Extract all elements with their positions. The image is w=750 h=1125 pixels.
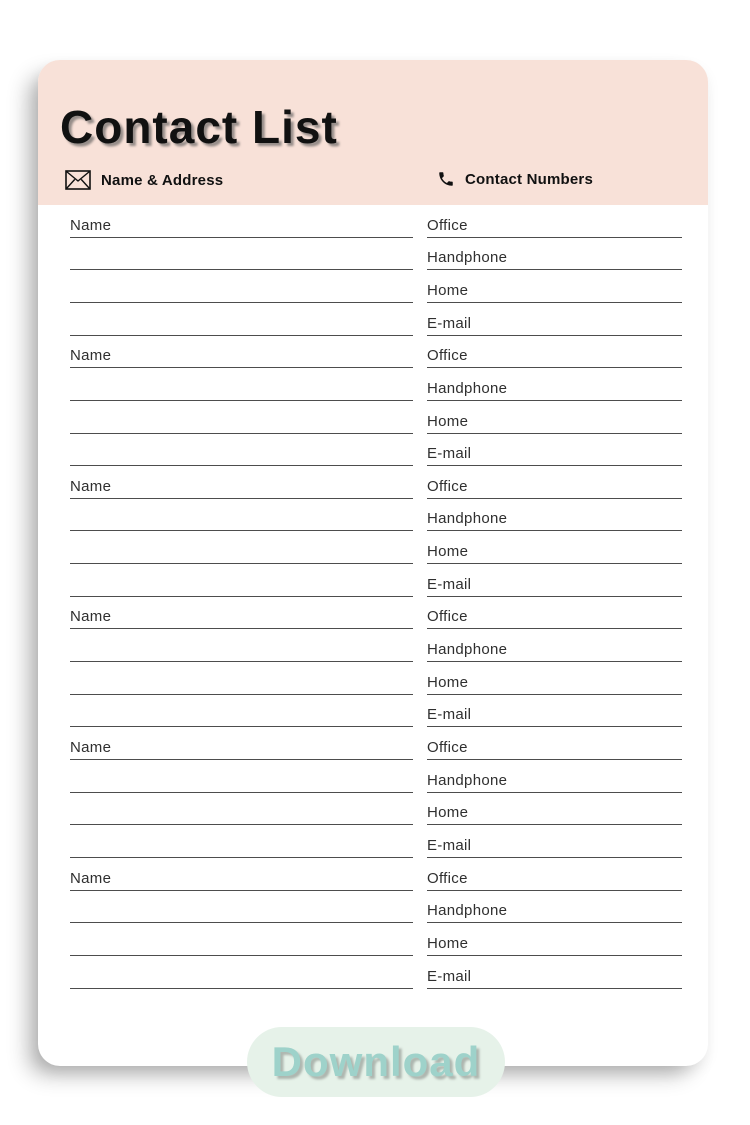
name-label: Name: [70, 869, 112, 887]
contact-numbers-column: [427, 597, 682, 728]
email-label: E-mail: [427, 314, 472, 332]
contact-numbers-column: [427, 205, 682, 336]
contact-blocks: [38, 205, 708, 989]
fill-in-line: [427, 531, 682, 564]
office-label: Office: [427, 869, 468, 887]
fill-in-line: [427, 499, 682, 532]
email-label: E-mail: [427, 967, 472, 985]
contact-block: [38, 727, 708, 858]
fill-in-line: [70, 662, 413, 695]
contact-numbers-column: [427, 727, 682, 858]
fill-in-line: [427, 434, 682, 467]
fill-in-line: [427, 368, 682, 401]
fill-in-line: [70, 303, 413, 336]
home-label: Home: [427, 673, 469, 691]
name-address-column: [70, 858, 413, 989]
fill-in-line: [70, 270, 413, 303]
fill-in-line: [70, 956, 413, 989]
contact-numbers-column: [427, 858, 682, 989]
fill-in-line: [70, 466, 413, 499]
email-label: E-mail: [427, 575, 472, 593]
column-header-name-address: [65, 170, 223, 190]
fill-in-line: [427, 238, 682, 271]
email-label: E-mail: [427, 836, 472, 854]
fill-in-line: [427, 401, 682, 434]
office-label: Office: [427, 739, 468, 757]
office-label: Office: [427, 477, 468, 495]
fill-in-line: [427, 793, 682, 826]
column-headers: [38, 170, 708, 196]
name-label: Name: [70, 347, 112, 365]
handphone-label: Handphone: [427, 641, 508, 659]
fill-in-line: [427, 205, 682, 238]
page-title: Contact List: [60, 101, 338, 153]
name-address-column: [70, 336, 413, 467]
name-label: Name: [70, 216, 112, 234]
fill-in-line: [70, 401, 413, 434]
contact-list-sheet: [38, 60, 708, 1066]
fill-in-line: [70, 727, 413, 760]
download-button-label: Download: [271, 1038, 481, 1085]
fill-in-line: [427, 270, 682, 303]
fill-in-line: [427, 662, 682, 695]
name-label: Name: [70, 477, 112, 495]
fill-in-line: [70, 760, 413, 793]
fill-in-line: [427, 727, 682, 760]
column-header-contact-numbers: [437, 170, 593, 188]
fill-in-line: [427, 825, 682, 858]
office-label: Office: [427, 608, 468, 626]
home-label: Home: [427, 281, 469, 299]
fill-in-line: [70, 858, 413, 891]
phone-icon: [437, 170, 455, 188]
email-label: E-mail: [427, 706, 472, 724]
column-header-label: Contact Numbers: [465, 170, 594, 188]
office-label: Office: [427, 347, 468, 365]
column-header-label: Name & Address: [101, 171, 224, 189]
home-label: Home: [427, 412, 469, 430]
name-address-column: [70, 205, 413, 336]
fill-in-line: [70, 793, 413, 826]
fill-in-line: [70, 434, 413, 467]
fill-in-line: [427, 760, 682, 793]
fill-in-line: [70, 336, 413, 369]
handphone-label: Handphone: [427, 771, 508, 789]
page-header: [38, 60, 708, 205]
handphone-label: Handphone: [427, 249, 508, 267]
fill-in-line: [70, 891, 413, 924]
name-address-column: [70, 466, 413, 597]
contact-block: [38, 597, 708, 728]
home-label: Home: [427, 804, 469, 822]
fill-in-line: [70, 629, 413, 662]
contact-block: [38, 205, 708, 336]
contact-block: [38, 466, 708, 597]
home-label: Home: [427, 934, 469, 952]
contact-numbers-column: [427, 336, 682, 467]
fill-in-line: [427, 891, 682, 924]
fill-in-line: [427, 695, 682, 728]
name-address-column: [70, 727, 413, 858]
fill-in-line: [427, 923, 682, 956]
fill-in-line: [427, 597, 682, 630]
contact-numbers-column: [427, 466, 682, 597]
fill-in-line: [427, 336, 682, 369]
fill-in-line: [427, 858, 682, 891]
fill-in-line: [70, 238, 413, 271]
fill-in-line: [427, 956, 682, 989]
fill-in-line: [70, 564, 413, 597]
fill-in-line: [427, 564, 682, 597]
fill-in-line: [427, 629, 682, 662]
home-label: Home: [427, 543, 469, 561]
name-label: Name: [70, 739, 112, 757]
envelope-icon: [65, 170, 91, 190]
handphone-label: Handphone: [427, 379, 508, 397]
fill-in-line: [70, 825, 413, 858]
fill-in-line: [427, 303, 682, 336]
fill-in-line: [427, 466, 682, 499]
contact-block: [38, 858, 708, 989]
handphone-label: Handphone: [427, 510, 508, 528]
fill-in-line: [70, 597, 413, 630]
fill-in-line: [70, 695, 413, 728]
fill-in-line: [70, 205, 413, 238]
download-button[interactable]: [247, 1027, 505, 1097]
email-label: E-mail: [427, 445, 472, 463]
fill-in-line: [70, 368, 413, 401]
name-address-column: [70, 597, 413, 728]
contact-block: [38, 336, 708, 467]
office-label: Office: [427, 216, 468, 234]
fill-in-line: [70, 531, 413, 564]
fill-in-line: [70, 923, 413, 956]
handphone-label: Handphone: [427, 902, 508, 920]
fill-in-line: [70, 499, 413, 532]
name-label: Name: [70, 608, 112, 626]
